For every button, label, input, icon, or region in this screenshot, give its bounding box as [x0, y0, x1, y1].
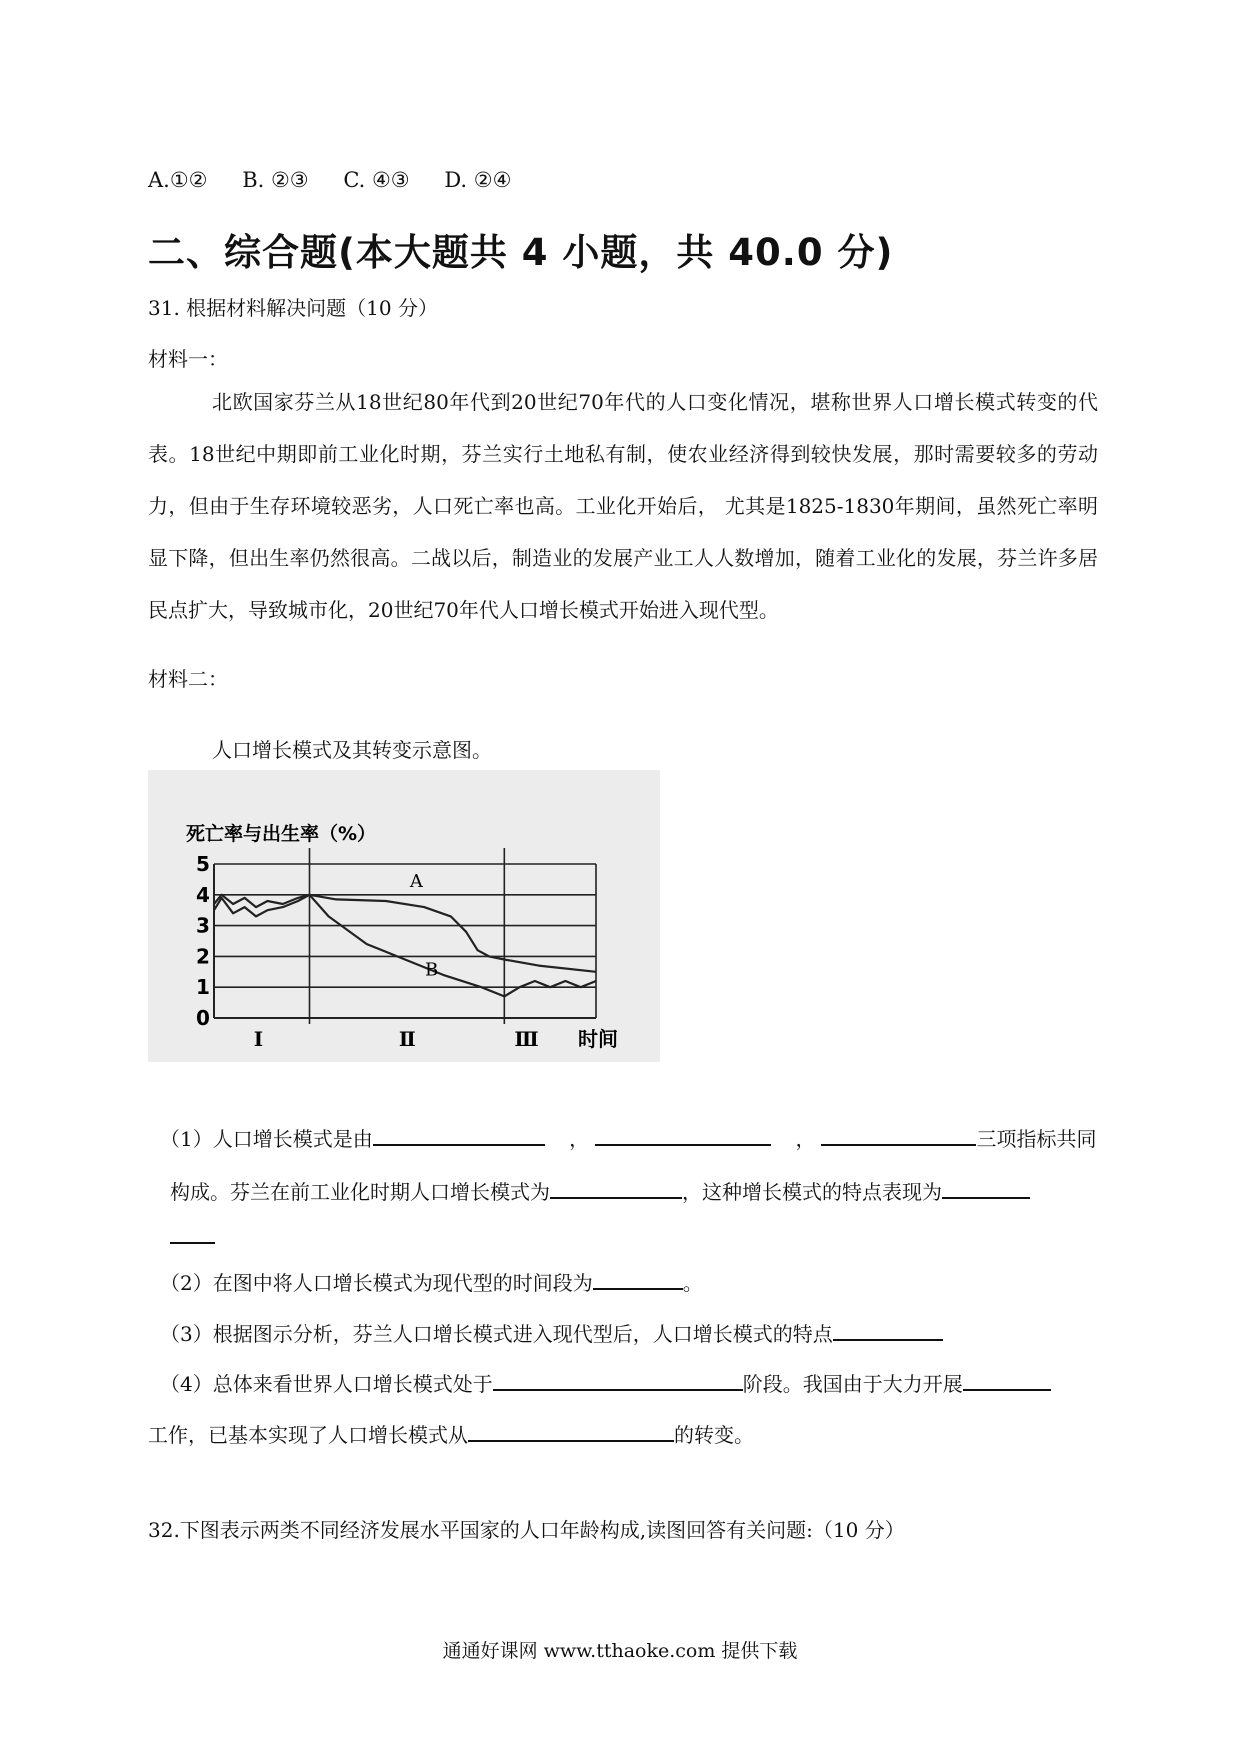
y-tick-label: 5 [196, 852, 210, 876]
series-label-A: A [409, 870, 423, 892]
sub4-text-b: 阶段。我国由于大力开展 [742, 1372, 963, 1396]
y-tick-label: 1 [196, 975, 210, 1000]
q31-sub3 [160, 1317, 943, 1347]
chart-caption: 人口增长模式及其转变示意图。 [212, 738, 492, 762]
x-axis-label: 时间 [578, 1027, 618, 1051]
sub3-text-a: （3）根据图示分析，芬兰人口增长模式进入现代型后，人口增长模式的特点 [160, 1322, 833, 1346]
sub1-text-d: 三项指标共同 [976, 1127, 1097, 1151]
page-footer: 通通好课网 www.tthaoke.com 提供下载 [442, 1640, 798, 1662]
y-tick-label: 0 [196, 1006, 210, 1030]
answer-blank[interactable] [595, 1122, 771, 1146]
material1-text: 北欧国家芬兰从18世纪80年代到20世纪70年代的人口变化情况，堪称世界人口增长模式转变的代表。18世纪中期即前工业化时期，芬兰实行土地私有制，使农业经济得到较快发展，那时需要较多的劳动力，但由于生存环境较恶劣，人口死亡率也高。工业化开始后， 尤其是1825-1830年期间，虽然死亡率明显下降，但出生率仍然很高。二战以后，制造业的发展产业工人人数增加，随着工业化的发展，芬兰许多居民点扩大，导致城市化，20世纪70年代人口增长模式开始进入现代型。 [148, 390, 1098, 622]
answer-blank[interactable] [593, 1266, 683, 1290]
sub4-text-d: 的转变。 [674, 1423, 754, 1447]
answer-blank[interactable] [821, 1122, 976, 1146]
section-title: 二、综合题(本大题共 4 小题，共 40.0 分) [148, 231, 894, 274]
answer-blank[interactable] [468, 1418, 674, 1442]
material1-label: 材料一： [148, 347, 228, 371]
sub2-text-b: 。 [682, 1271, 703, 1295]
sub1-text-f: ，这种增长模式的特点表现为 [682, 1180, 942, 1204]
option-b: B. ②③ [242, 168, 309, 192]
q31-title: 31. 根据材料解决问题（10 分） [148, 296, 438, 320]
sub2-text-a: （2）在图中将人口增长模式为现代型的时间段为 [160, 1271, 593, 1295]
y-tick-label: 4 [196, 882, 210, 907]
q31-sub4-line2 [148, 1418, 754, 1448]
sub1-text-b: ， [569, 1127, 590, 1151]
q31-sub2 [160, 1266, 703, 1296]
y-axis-label: 死亡率与出生率（%） [186, 823, 377, 845]
answer-blank-continued[interactable] [170, 1222, 215, 1244]
q32-title: 32.下图表示两类不同经济发展水平国家的人口年龄构成,读图回答有关问题:（10 分） [148, 1518, 905, 1542]
q31-sub1-line1 [160, 1122, 1096, 1152]
series-line-B [214, 895, 596, 997]
option-d: D. ②④ [444, 168, 512, 192]
stage-label: Ⅰ [253, 1027, 264, 1051]
chart-svg [148, 770, 660, 1062]
answer-options [148, 168, 539, 192]
series-label-B: B [425, 959, 439, 981]
answer-blank[interactable] [942, 1175, 1030, 1199]
y-tick-label: 2 [196, 944, 210, 969]
option-c: C. ④③ [343, 168, 410, 192]
option-a: A.①② [148, 168, 208, 192]
stage-label: Ⅱ [398, 1027, 416, 1051]
sub4-text-a: （4）总体来看世界人口增长模式处于 [160, 1372, 493, 1396]
answer-blank[interactable] [493, 1367, 743, 1391]
birth-death-rate-chart [148, 770, 660, 1062]
sub4-text-c: 工作，已基本实现了人口增长模式从 [148, 1423, 468, 1447]
stage-label: Ⅲ [514, 1027, 539, 1051]
answer-blank[interactable] [963, 1367, 1051, 1391]
q31-sub1-line2 [170, 1175, 1030, 1205]
sub1-text-e: 构成。芬兰在前工业化时期人口增长模式为 [170, 1180, 550, 1204]
q31-sub4-line1 [160, 1367, 1051, 1397]
answer-blank[interactable] [550, 1175, 682, 1199]
y-tick-label: 3 [196, 913, 210, 938]
sub1-text-c: ， [795, 1127, 816, 1151]
answer-blank[interactable] [373, 1122, 545, 1146]
sub1-text-a: （1）人口增长模式是由 [160, 1127, 373, 1151]
material2-label: 材料二： [148, 667, 228, 691]
answer-blank[interactable] [833, 1317, 943, 1341]
